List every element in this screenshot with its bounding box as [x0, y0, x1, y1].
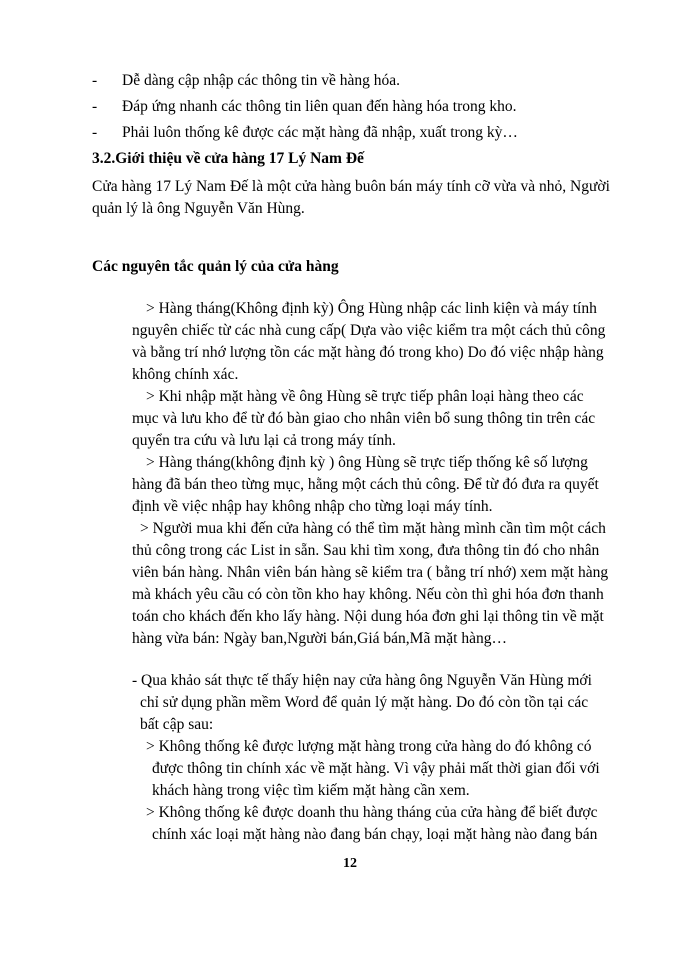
bullet-marker: -: [92, 72, 98, 89]
bullet-marker: -: [92, 124, 98, 141]
rules-line: hàng đã bán theo từng mục, hằng một cách thủ công. Để từ đó đưa ra quyết: [132, 476, 599, 493]
page-number: 12: [343, 856, 357, 871]
rules-line: nguyên chiếc từ các nhà cung cấp( Dựa vào việc kiểm tra một cách thủ công: [132, 322, 606, 339]
bullet-item: [92, 98, 517, 116]
rules-line: quyển tra cứu và lưu lại cả trong máy tính.: [132, 432, 396, 449]
bullet-text: Đáp ứng nhanh các thông tin liên quan đến hàng hóa trong kho.: [122, 98, 517, 115]
section-heading: 3.2.Giới thiệu về cửa hàng 17 Lý Nam Đế: [92, 150, 364, 167]
bullet-text: Dễ dàng cập nhập các thông tin về hàng hóa.: [122, 72, 401, 89]
survey-line: chính xác loại mặt hàng nào đang bán chạy, loại mặt hàng nào đang bán: [152, 826, 598, 843]
bullet-marker: -: [92, 98, 98, 115]
survey-line: chỉ sử dụng phần mềm Word để quản lý mặt hàng. Do đó còn tồn tại các: [140, 694, 589, 711]
intro-line: quản lý là ông Nguyễn Văn Hùng.: [92, 200, 305, 217]
survey-line: được thông tin chính xác về mặt hàng. Vì vậy phải mất thời gian đối với: [152, 760, 600, 777]
rules-line: thủ công trong các List in sẵn. Sau khi tìm xong, đưa thông tin đó cho nhân: [132, 542, 600, 559]
bullet-text: Phải luôn thống kê được các mặt hàng đã nhập, xuất trong kỳ…: [122, 124, 518, 141]
rules-line: > Hàng tháng(Không định kỳ) Ông Hùng nhập các linh kiện và máy tính: [146, 300, 597, 317]
rules-line: và bằng trí nhớ lượng tồn các mặt hàng đó trong kho) Do đó việc nhập hàng: [132, 344, 604, 361]
bullet-item: [92, 124, 518, 142]
rules-line: hàng vừa bán: Ngày ban,Người bán,Giá bán,Mã mặt hàng…: [132, 630, 507, 647]
rules-line: > Hàng tháng(không định kỳ ) ông Hùng sẽ trực tiếp thống kê số lượng: [146, 454, 588, 471]
rules-line: mục và lưu kho để từ đó bàn giao cho nhân viên bổ sung thông tin trên các: [132, 410, 596, 427]
rules-line: viên bán hàng. Nhân viên bán hàng sẽ kiểm tra ( bằng trí nhớ) xem mặt hàng: [132, 564, 609, 581]
survey-line: > Không thống kê được lượng mặt hàng trong cửa hàng do đó không có: [146, 738, 592, 755]
survey-line: bất cập sau:: [140, 716, 214, 733]
survey-line: khách hàng trong việc tìm kiếm mặt hàng cần xem.: [152, 782, 470, 799]
rules-line: > Khi nhập mặt hàng về ông Hùng sẽ trực tiếp phân loại hàng theo các: [146, 388, 584, 405]
rules-line: không chính xác.: [132, 366, 239, 383]
intro-line: Cửa hàng 17 Lý Nam Đế là một cửa hàng buôn bán máy tính cỡ vừa và nhỏ, Người: [92, 178, 610, 195]
survey-line: > Không thống kê được doanh thu hàng tháng của cửa hàng để biết được: [146, 804, 598, 821]
rules-heading: Các nguyên tắc quản lý của cửa hàng: [92, 258, 339, 275]
rules-line: mà khách yêu cầu có còn tồn kho hay không. Nếu còn thì ghi hóa đơn thanh: [132, 586, 604, 603]
survey-line: - Qua khảo sát thực tế thấy hiện nay cửa hàng ông Nguyễn Văn Hùng mới: [132, 672, 592, 689]
bullet-item: [92, 72, 400, 90]
rules-line: định về việc nhập hay không nhập cho từng loại máy tính.: [132, 498, 493, 515]
rules-line: toán cho khách đến kho lấy hàng. Nội dung hóa đơn ghi lại thông tin về mặt: [132, 608, 604, 625]
rules-line: > Người mua khi đến cửa hàng có thể tìm mặt hàng mình cần tìm một cách: [140, 520, 606, 537]
